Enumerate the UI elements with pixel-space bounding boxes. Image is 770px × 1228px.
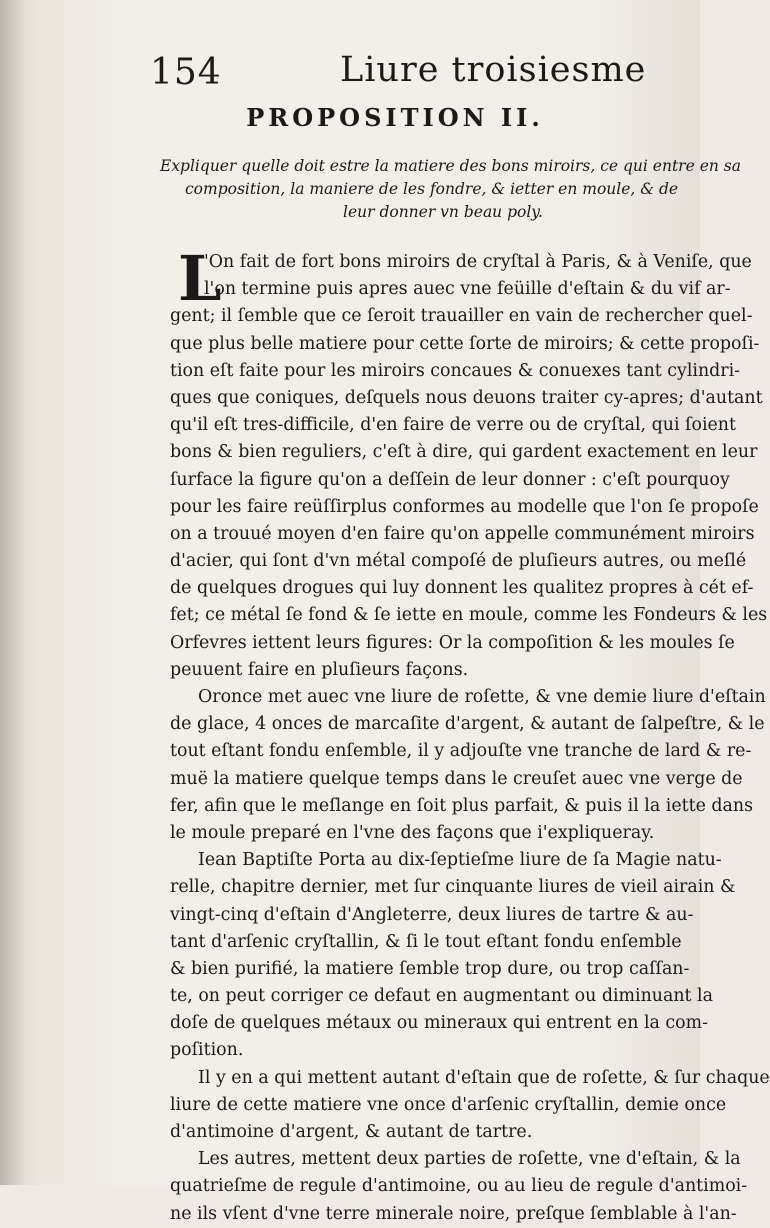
text-line: Les autres, mettent deux parties de roſette, vne d'eſtain, & la [198,1149,741,1170]
text-line: tant d'arſenic cryſtallin, & ſi le tout eſtant fondu enſemble [170,931,682,952]
text-line: on a trouué moyen d'en faire qu'on appelle communément miroirs [170,523,755,544]
text-line: quatrieſme de regule d'antimoine, ou au lieu de regule d'antimoi- [170,1176,748,1197]
text-line: de quelques drogues qui luy donnent les qualitez propres à cét ef- [170,578,754,599]
text-line: qu'il eſt tres-difficile, d'en faire de verre ou de cryſtal, qui ſoient [170,415,736,436]
body-text [170,242,770,1228]
text-line: que plus belle matiere pour cette ſorte de miroirs; & cette propoſi- [170,333,760,354]
text-line: pour les faire reüſſirplus conformes au modelle que l'on ſe propoſe [170,496,759,517]
gutter-shadow [0,0,26,1185]
text-line: Orfevres iettent leurs figures: Or la compoſition & les moules ſe [170,632,735,653]
text-line: te, on peut corriger ce defaut en augmentant ou diminuant la [170,986,713,1007]
text-line: d'acier, qui ſont d'vn métal compoſé de pluſieurs autres, ou meſlé [170,551,747,572]
text-line: tion eſt faite pour les miroirs concaues & conuexes tant cylindri- [170,360,741,381]
text-line: doſe de quelques métaux ou mineraux qui entrent en la com- [170,1013,708,1034]
text-line: muë la matiere quelque temps dans le creuſet auec vne verge de [170,768,743,789]
text-line: le moule preparé en l'vne des façons que i'expliqueray. [170,822,655,843]
page-header [150,50,650,94]
text-line: peuuent faire en pluſieurs façons. [170,659,469,680]
text-line: de glace, 4 onces de marcaſite d'argent, & autant de ſalpeſtre, & le [170,714,765,735]
summary-line: composition, la maniere de les fondre, & ietter en moule, & de [185,180,679,198]
text-line: ſurface la figure qu'on a deſſein de leur donner : c'eſt pourquoy [170,469,730,490]
text-line: Oronce met auec vne liure de roſette, & vne demie liure d'eſtain [198,687,766,707]
text-line: l'on termine puis apres auec vne feüille d'eſtain & du vif ar- [204,279,731,300]
running-title: Liure troisiesme [340,50,647,90]
text-line: liure de cette matiere vne once d'arſenic cryſtallin, demie once [170,1094,727,1115]
text-line: fet; ce métal ſe fond & ſe iette en moule, comme les Fondeurs & les [170,605,768,626]
drop-cap: L [178,242,222,315]
text-line: Iean Baptiſte Porta au dix-ſeptieſme liure de ſa Magie natu- [198,850,722,871]
summary-line: Expliquer quelle doit estre la matiere des bons miroirs, ce qui entre en sa [160,157,741,175]
text-line: relle, chapitre dernier, met ſur cinquante liures de vieil airain & [170,877,736,898]
text-line: gent; il ſemble que ce ſeroit trauailler en vain de rechercher quel- [170,306,753,327]
page-number: 154 [150,52,222,93]
text-line: bons & bien reguliers, c'eſt à dire, qui gardent exactement en leur [170,442,758,463]
text-line: poſition. [170,1040,244,1061]
text-line: tout eſtant fondu enſemble, il y adjouſte vne tranche de lard & re- [170,741,752,762]
text-line: & bien purifié, la matiere ſemble trop dure, ou trop caſſan- [170,958,690,979]
proposition-title: PROPOSITION II. [246,103,544,132]
text-line: ne ils vſent d'vne terre minerale noire, preſque ſemblable à l'an- [170,1203,737,1224]
summary-line: leur donner vn beau poly. [343,203,543,221]
text-line: d'antimoine d'argent, & autant de tartre. [170,1122,533,1142]
text-line: ques que coniques, deſquels nous deuons traiter cy-apres; d'autant [170,387,763,408]
text-line: 'On fait de fort bons miroirs de cryſtal à Paris, & à Veniſe, que [204,252,752,272]
text-line: fer, afin que le meſlange en ſoit plus parfait, & puis il la iette dans [170,795,754,816]
text-line: Il y en a qui mettent autant d'eſtain que de roſette, & ſur chaque [198,1067,770,1088]
proposition-summary [160,155,741,224]
text-line: vingt-cinq d'eſtain d'Angleterre, deux liures de tartre & au- [170,904,694,925]
